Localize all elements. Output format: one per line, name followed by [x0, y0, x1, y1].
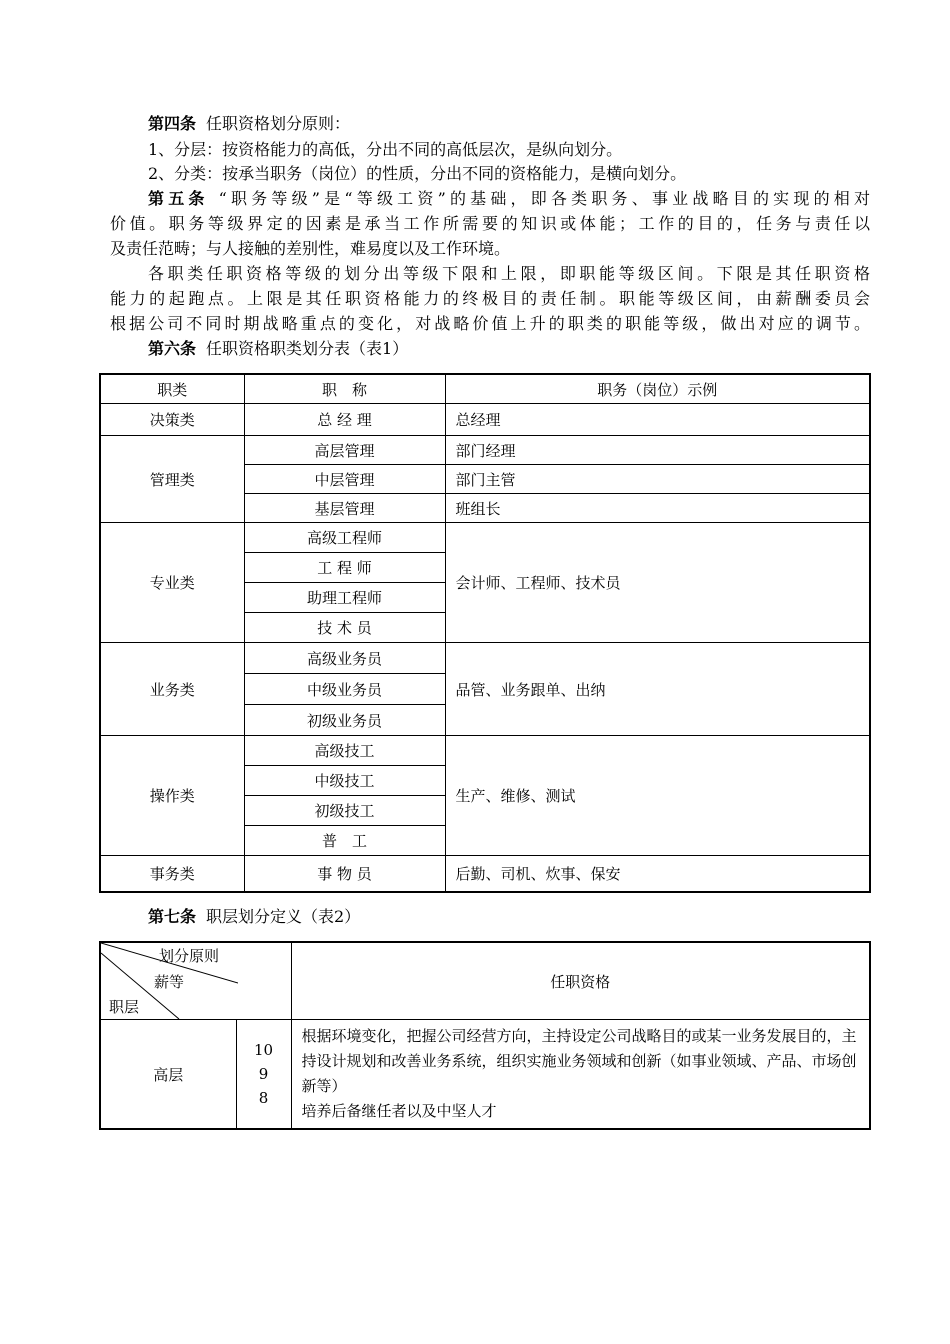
title-cell: 中级技工: [244, 766, 445, 796]
corner-label-principle: 划分原则: [159, 947, 220, 965]
title-cell: 高级工程师: [244, 523, 445, 553]
diagonal-header-cell: [100, 942, 291, 1020]
article-6: [148, 337, 870, 361]
article-4-item-2: 2、分类：按承当职务（岗位）的性质，分出不同的资格能力，是横向划分。: [148, 164, 687, 183]
grade-value: 8: [258, 1089, 269, 1107]
category-cell: 操作类: [100, 736, 244, 856]
example-cell: 部门主管: [445, 465, 870, 494]
title-cell: 事 物 员: [244, 856, 445, 892]
title-cell: 基层管理: [244, 494, 445, 523]
grade-value: 9: [258, 1065, 269, 1083]
title-cell: 总 经 理: [244, 404, 445, 436]
category-cell: 专业类: [100, 523, 244, 643]
paragraph-line-3: 根据公司不同时期战略重点的变化，对战略价值上升的职类的职能等级，做出对应的调节。: [110, 314, 870, 333]
article-4: [148, 112, 870, 136]
table-row: [100, 404, 870, 436]
article-7-heading: 第七条: [148, 907, 197, 926]
table-header-row: [100, 374, 870, 404]
table-row: [100, 523, 870, 553]
column-header-title: 职 称: [244, 374, 445, 404]
title-cell: 中层管理: [244, 465, 445, 494]
table-header-row: [100, 942, 870, 1020]
title-cell: 助理工程师: [244, 583, 445, 613]
article-5-line-2: 价值。职务等级界定的因素是承当工作所需要的知识或体能；工作的目的，任务与责任以: [110, 214, 870, 233]
table-row: [100, 856, 870, 892]
title-cell: 高层管理: [244, 436, 445, 465]
category-cell: 业务类: [100, 643, 244, 736]
category-cell: 管理类: [100, 436, 244, 523]
paragraph-line-2: 能力的起跑点。上限是其任职资格能力的终极目的责任制。职能等级区间，由薪酬委员会: [110, 289, 870, 308]
corner-label-grade: 薪等: [154, 973, 185, 991]
qualification-cell: [291, 1020, 870, 1130]
title-cell: 高级技工: [244, 736, 445, 766]
article-4-heading: 第四条: [148, 114, 197, 133]
qualification-text: 根据环境变化，把握公司经营方向，主持设定公司战略目的或某一业务发展目的，主持设计规划和改善业务系统，组织实施业务领域和创新（如事业领域、产品、市场创新等）: [301, 1027, 857, 1095]
table-row: [100, 436, 870, 465]
article-5-line-1: [148, 187, 870, 211]
table-row: [100, 736, 870, 766]
article-7: [148, 905, 870, 929]
article-5-text: “职务等级”是“等级工资”的基础，即各类职务、事业战略目的实现的相对: [218, 189, 870, 208]
level-cell: 高层: [100, 1020, 236, 1130]
example-cell: 品管、业务跟单、出纳: [445, 643, 870, 736]
table-row: [100, 1020, 870, 1130]
article-4-text: 任职资格划分原则：: [206, 114, 351, 133]
example-cell: 后勤、司机、炊事、保安: [445, 856, 870, 892]
title-cell: 技 术 员: [244, 613, 445, 643]
example-cell: 总经理: [445, 404, 870, 436]
article-6-text: 任职资格职类划分表（表1）: [206, 339, 409, 358]
title-cell: 工 程 师: [244, 553, 445, 583]
grade-value: 10: [253, 1041, 274, 1059]
article-6-heading: 第六条: [148, 339, 197, 358]
article-7-text: 职层划分定义（表2）: [206, 907, 361, 926]
level-definition-table: [99, 941, 871, 1130]
category-cell: 事务类: [100, 856, 244, 892]
column-header-example: 职务（岗位）示例: [445, 374, 870, 404]
title-cell: 初级业务员: [244, 705, 445, 736]
qualification-text-2: 培养后备继任者以及中坚人才: [301, 1102, 497, 1120]
article-5-heading: 第五条: [148, 189, 209, 208]
example-cell: 班组长: [445, 494, 870, 523]
title-cell: 普 工: [244, 826, 445, 856]
column-header-qualification: 任职资格: [291, 942, 870, 1020]
article-4-item-1: 1、分层：按资格能力的高低，分出不同的高低层次，是纵向划分。: [148, 140, 623, 159]
title-cell: 高级业务员: [244, 643, 445, 674]
article-5-line-3: 及责任范畴；与人接触的差别性，难易度以及工作环境。: [110, 239, 511, 258]
column-header-category: 职类: [100, 374, 244, 404]
example-cell: 部门经理: [445, 436, 870, 465]
title-cell: 中级业务员: [244, 674, 445, 705]
table-row: [100, 643, 870, 674]
corner-label-level: 职层: [109, 998, 140, 1016]
category-cell: 决策类: [100, 404, 244, 436]
grade-cell: [236, 1020, 291, 1130]
example-cell: 生产、维修、测试: [445, 736, 870, 856]
title-cell: 初级技工: [244, 796, 445, 826]
job-category-table: [99, 373, 871, 893]
example-cell: 会计师、工程师、技术员: [445, 523, 870, 643]
paragraph-line-1: 各职类任职资格等级的划分出等级下限和上限，即职能等级区间。下限是其任职资格: [148, 264, 870, 283]
